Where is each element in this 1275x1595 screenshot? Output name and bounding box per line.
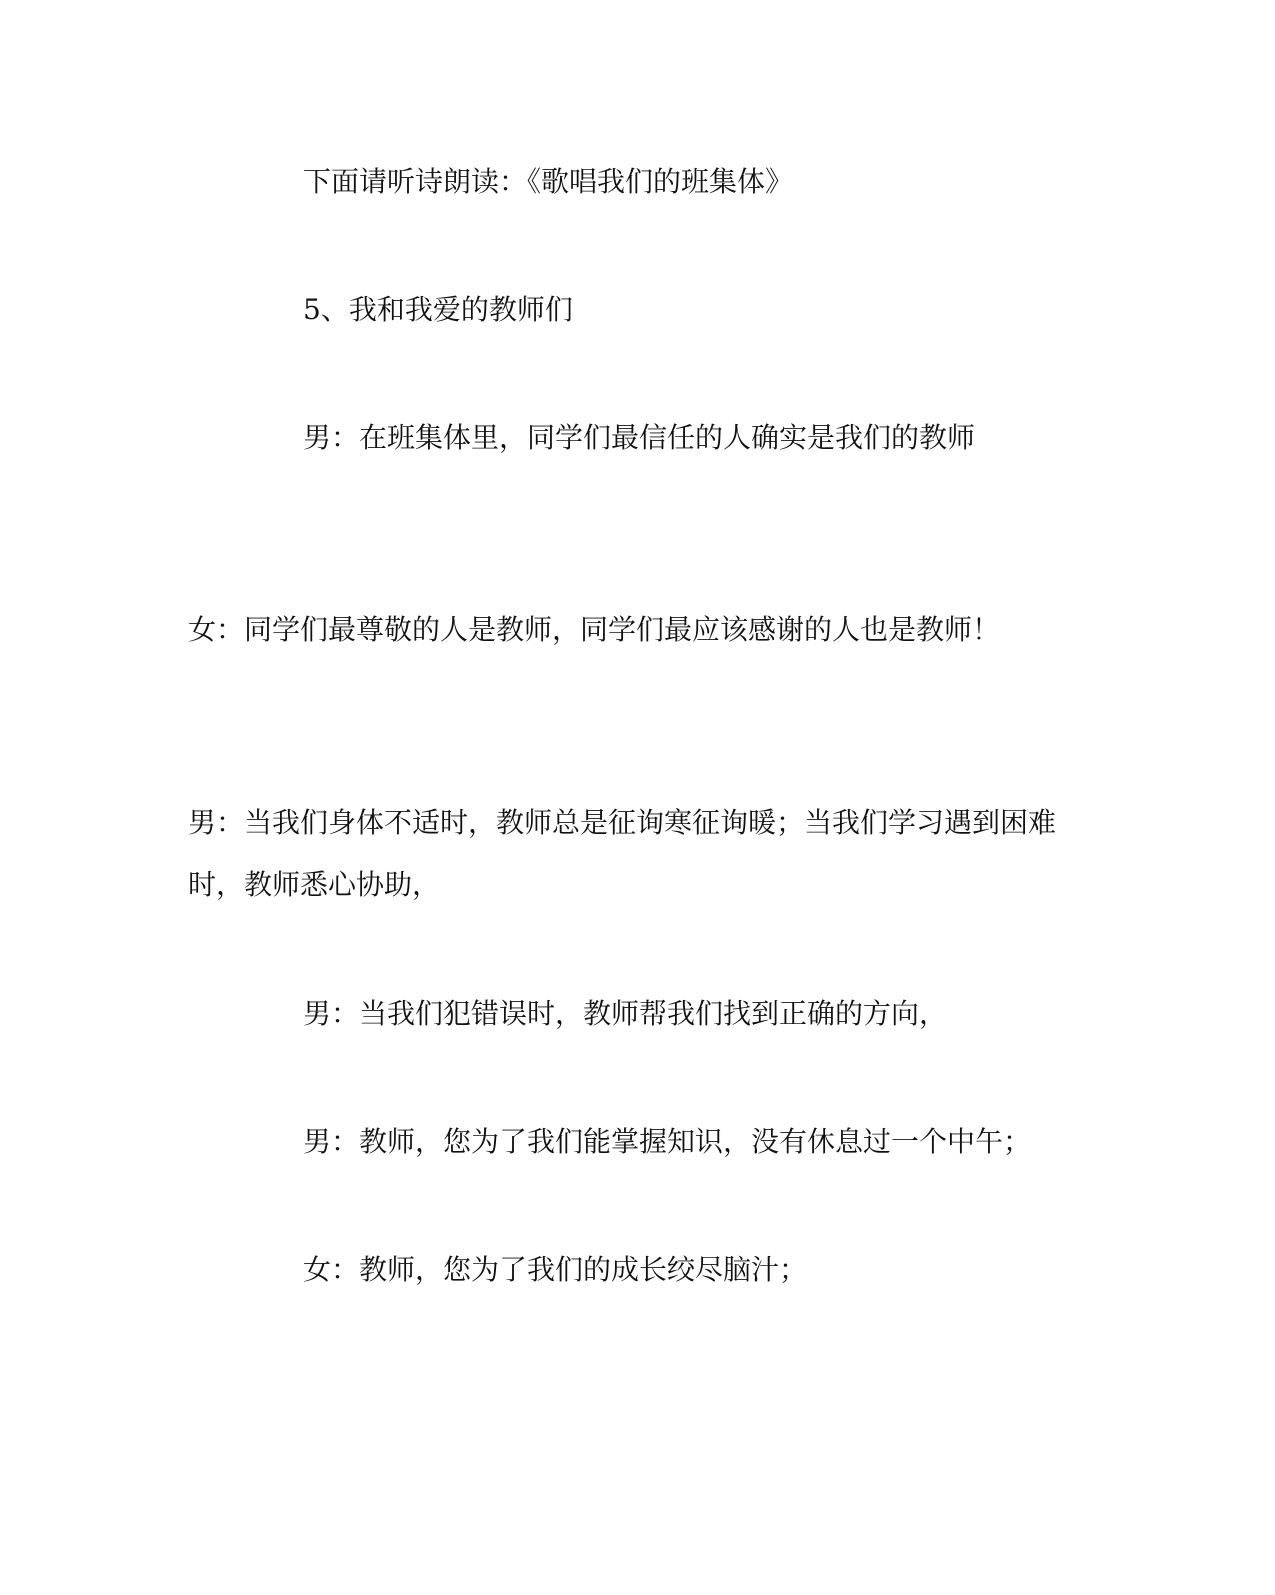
paragraph-male-3: 男：当我们犯错误时，教师帮我们找到正确的方向， [303, 997, 948, 1030]
paragraph-poem-intro: 下面请听诗朗读：《歌唱我们的班集体》 [303, 165, 794, 198]
paragraph-male-1: 男：在班集体里，同学们最信任的人确实是我们的教师 [303, 421, 976, 454]
paragraph-female-2: 女：教师，您为了我们的成长绞尽脑汁； [303, 1253, 808, 1286]
paragraph-male-2: 男：当我们身体不适时，教师总是征询寒征询暖；当我们学习遇到困难时，教师悉心协助， [188, 806, 1057, 901]
section-heading: 5、我和我爱的教师们 [303, 293, 573, 326]
paragraph-male-4: 男：教师，您为了我们能掌握知识，没有休息过一个中午； [303, 1125, 1032, 1158]
paragraph-female-1: 女：同学们最尊敬的人是教师，同学们最应该感谢的人也是教师！ [188, 613, 1001, 646]
